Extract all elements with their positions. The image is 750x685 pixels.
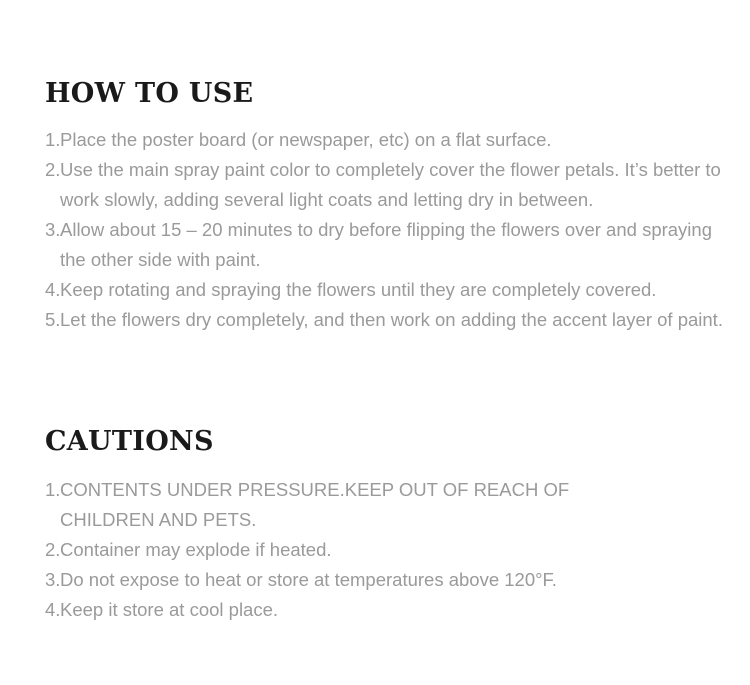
step-number: 3. bbox=[45, 219, 61, 240]
step-number: 1. bbox=[45, 129, 61, 150]
how-to-use-list bbox=[45, 125, 735, 335]
caution-text: Do not expose to heat or store at temperatures above 120°F. bbox=[60, 569, 557, 590]
list-item bbox=[45, 275, 735, 305]
list-item bbox=[45, 215, 735, 275]
list-item bbox=[45, 595, 735, 625]
list-item bbox=[45, 155, 735, 215]
step-text: Use the main spray paint color to completely cover the flower petals. It’s better to work slowly, adding several light coats and letting dry in between. bbox=[60, 159, 721, 210]
list-item bbox=[45, 125, 735, 155]
caution-number: 1. bbox=[45, 479, 61, 500]
step-number: 4. bbox=[45, 279, 61, 300]
step-text: Allow about 15 – 20 minutes to dry before flipping the flowers over and spraying the other side with paint. bbox=[60, 219, 712, 270]
cautions-list bbox=[45, 475, 735, 625]
step-text: Keep rotating and spraying the flowers until they are completely covered. bbox=[60, 279, 657, 300]
cautions-heading: CAUTIONS bbox=[45, 426, 214, 457]
step-number: 2. bbox=[45, 159, 61, 180]
how-to-use-heading: HOW TO USE bbox=[45, 78, 254, 109]
caution-number: 3. bbox=[45, 569, 61, 590]
caution-text: Container may explode if heated. bbox=[60, 539, 332, 560]
caution-number: 2. bbox=[45, 539, 61, 560]
how-to-use-section bbox=[45, 78, 735, 335]
step-text: Place the poster board (or newspaper, etc) on a flat surface. bbox=[60, 129, 552, 150]
caution-text: CONTENTS UNDER PRESSURE.KEEP OUT OF REACH OF CHILDREN AND PETS. bbox=[60, 479, 570, 530]
step-number: 5. bbox=[45, 309, 61, 330]
list-item bbox=[45, 305, 735, 335]
list-item bbox=[45, 475, 735, 535]
caution-number: 4. bbox=[45, 599, 61, 620]
caution-text: Keep it store at cool place. bbox=[60, 599, 279, 620]
list-item bbox=[45, 535, 735, 565]
cautions-section bbox=[45, 426, 735, 625]
list-item bbox=[45, 565, 735, 595]
step-text: Let the flowers dry completely, and then work on adding the accent layer of paint. bbox=[60, 309, 723, 330]
